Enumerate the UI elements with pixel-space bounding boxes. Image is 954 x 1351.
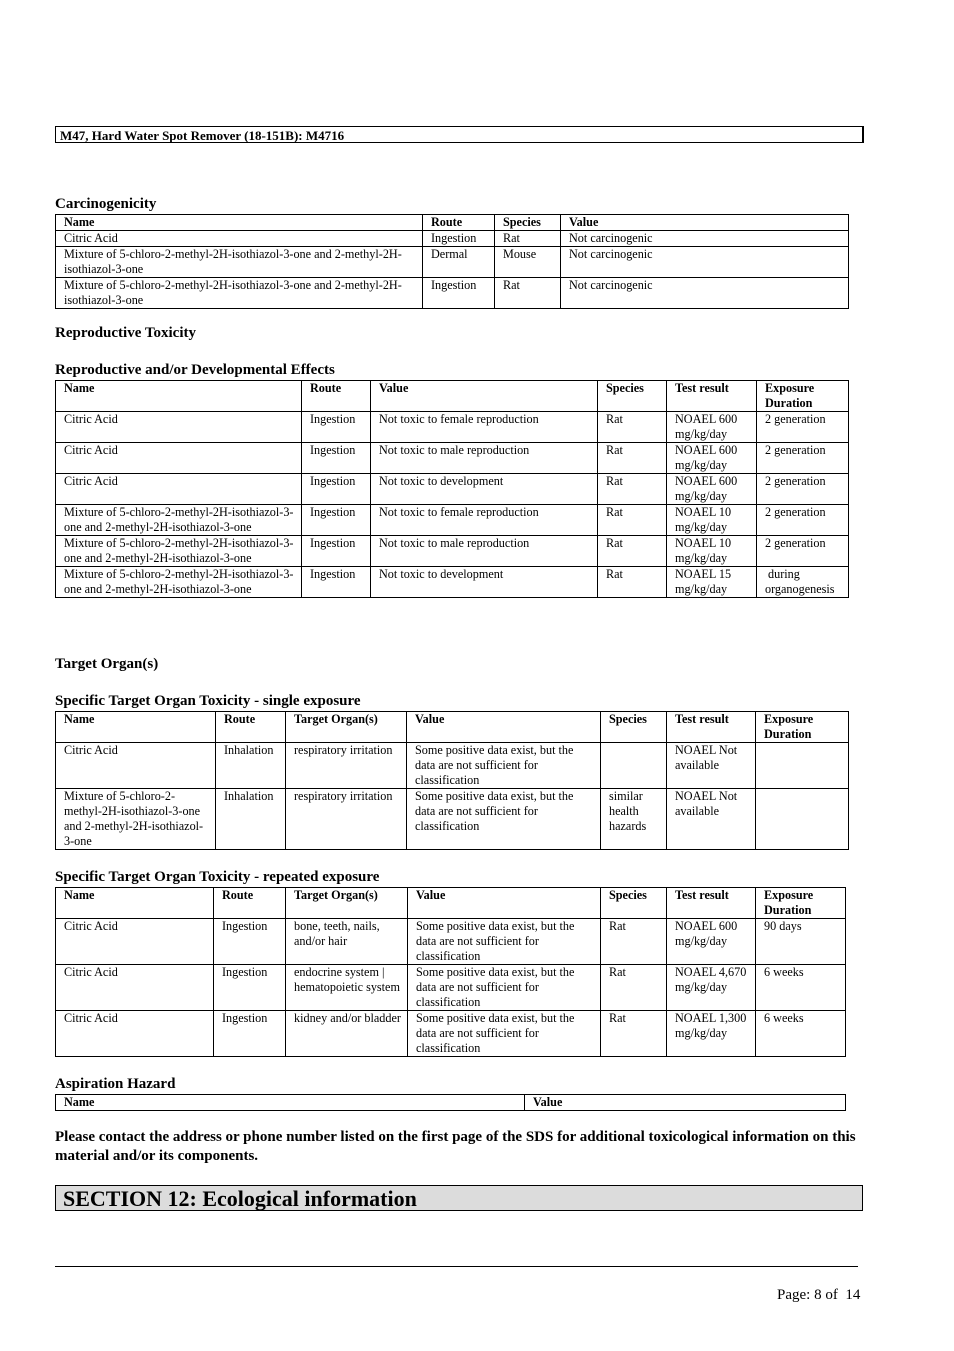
aspiration-hazard-heading: Aspiration Hazard bbox=[55, 1076, 176, 1092]
column-header: Target Organ(s) bbox=[286, 888, 408, 919]
target-organs-heading: Target Organ(s) bbox=[55, 656, 159, 672]
reproductive-effects-table bbox=[55, 380, 849, 598]
table-header-row bbox=[56, 381, 849, 412]
column-header: Value bbox=[561, 215, 849, 231]
column-header: Species bbox=[495, 215, 561, 231]
cell-value: Some positive data exist, but the data are not sufficient for classification bbox=[408, 1011, 601, 1057]
cell-species: Rat bbox=[598, 412, 667, 443]
cell-target-organ: respiratory irritation bbox=[286, 743, 407, 789]
stot-repeated-table bbox=[55, 887, 846, 1057]
cell-test-result: NOAEL 10 mg/kg/day bbox=[667, 536, 757, 567]
cell-test-result: NOAEL 10 mg/kg/day bbox=[667, 505, 757, 536]
cell-route: Ingestion bbox=[302, 505, 371, 536]
column-header: Species bbox=[598, 381, 667, 412]
cell-species: similar health hazards bbox=[601, 789, 667, 850]
cell-value: Not toxic to male reproduction bbox=[371, 536, 598, 567]
cell-value: Not carcinogenic bbox=[561, 231, 849, 247]
table-row bbox=[56, 412, 849, 443]
cell-route: Ingestion bbox=[423, 278, 495, 309]
table-row bbox=[56, 789, 849, 850]
cell-exposure-duration: 2 generation bbox=[757, 474, 849, 505]
cell-target-organ: endocrine system | hematopoietic system bbox=[286, 965, 408, 1011]
cell-route: Inhalation bbox=[216, 789, 286, 850]
column-header: Route bbox=[214, 888, 286, 919]
cell-exposure-duration: during organogenesis bbox=[757, 567, 849, 598]
column-header: Value bbox=[371, 381, 598, 412]
column-header: Value bbox=[525, 1095, 846, 1111]
cell-value: Not toxic to development bbox=[371, 567, 598, 598]
table-header-row bbox=[56, 712, 849, 743]
section-12-header: SECTION 12: Ecological information bbox=[55, 1185, 863, 1211]
additional-info-note: Please contact the address or phone number listed on the first page of the SDS for additional toxicological information on this material and/or its components. bbox=[55, 1129, 856, 1164]
table-row bbox=[56, 965, 846, 1011]
table-row bbox=[56, 919, 846, 965]
table-row bbox=[56, 247, 849, 278]
stot-single-table bbox=[55, 711, 849, 850]
footer-divider bbox=[55, 1266, 858, 1267]
cell-name: Mixture of 5-chloro-2-methyl-2H-isothiazol-3-one and 2-methyl-2H-isothiazol-3-one bbox=[56, 536, 302, 567]
product-header: M47, Hard Water Spot Remover (18-151B): M4716 bbox=[55, 126, 864, 143]
cell-value: Some positive data exist, but the data are not sufficient for classification bbox=[408, 965, 601, 1011]
cell-route: Ingestion bbox=[302, 412, 371, 443]
cell-test-result: NOAEL 600 mg/kg/day bbox=[667, 474, 757, 505]
table-row bbox=[56, 743, 849, 789]
cell-species: Rat bbox=[598, 443, 667, 474]
cell-species: Rat bbox=[601, 919, 667, 965]
table-row bbox=[56, 278, 849, 309]
cell-test-result: NOAEL Not available bbox=[667, 789, 756, 850]
column-header: Exposure Duration bbox=[756, 888, 846, 919]
stot-repeated-heading: Specific Target Organ Toxicity - repeated exposure bbox=[55, 869, 380, 885]
column-header: Test result bbox=[667, 712, 756, 743]
cell-name: Citric Acid bbox=[56, 443, 302, 474]
cell-test-result: NOAEL Not available bbox=[667, 743, 756, 789]
table-row bbox=[56, 474, 849, 505]
table-row bbox=[56, 567, 849, 598]
cell-species: Rat bbox=[495, 231, 561, 247]
column-header: Species bbox=[601, 712, 667, 743]
column-header: Exposure Duration bbox=[756, 712, 849, 743]
cell-name: Citric Acid bbox=[56, 743, 216, 789]
cell-value: Not toxic to female reproduction bbox=[371, 505, 598, 536]
cell-species: Rat bbox=[598, 474, 667, 505]
cell-route: Ingestion bbox=[302, 567, 371, 598]
cell-name: Mixture of 5-chloro-2-methyl-2H-isothiazol-3-one and 2-methyl-2H-isothiazol-3-one bbox=[56, 789, 216, 850]
carcinogenicity-table bbox=[55, 214, 849, 309]
carcinogenicity-heading: Carcinogenicity bbox=[55, 196, 157, 212]
column-header: Name bbox=[56, 888, 214, 919]
column-header: Target Organ(s) bbox=[286, 712, 407, 743]
cell-target-organ: bone, teeth, nails, and/or hair bbox=[286, 919, 408, 965]
cell-value: Not toxic to male reproduction bbox=[371, 443, 598, 474]
cell-route: Inhalation bbox=[216, 743, 286, 789]
column-header: Route bbox=[423, 215, 495, 231]
reproductive-toxicity-heading: Reproductive Toxicity bbox=[55, 325, 196, 341]
cell-name: Citric Acid bbox=[56, 474, 302, 505]
column-header: Route bbox=[216, 712, 286, 743]
cell-name: Citric Acid bbox=[56, 412, 302, 443]
column-header: Test result bbox=[667, 888, 756, 919]
column-header: Name bbox=[56, 381, 302, 412]
cell-exposure-duration: 90 days bbox=[756, 919, 846, 965]
cell-name: Citric Acid bbox=[56, 965, 214, 1011]
cell-route: Ingestion bbox=[214, 919, 286, 965]
aspiration-hazard-table bbox=[55, 1094, 846, 1111]
cell-species: Rat bbox=[598, 505, 667, 536]
reproductive-effects-heading: Reproductive and/or Developmental Effects bbox=[55, 362, 335, 378]
cell-name: Citric Acid bbox=[56, 231, 423, 247]
table-row bbox=[56, 505, 849, 536]
table-header-row bbox=[56, 888, 846, 919]
page-number: Page: 8 of 14 bbox=[777, 1287, 861, 1303]
cell-exposure-duration bbox=[756, 789, 849, 850]
table-row bbox=[56, 536, 849, 567]
table-header-row bbox=[56, 1095, 846, 1111]
cell-exposure-duration bbox=[756, 743, 849, 789]
cell-value: Not toxic to development bbox=[371, 474, 598, 505]
cell-route: Ingestion bbox=[214, 965, 286, 1011]
cell-route: Ingestion bbox=[302, 536, 371, 567]
cell-exposure-duration: 6 weeks bbox=[756, 1011, 846, 1057]
table-row bbox=[56, 443, 849, 474]
cell-name: Mixture of 5-chloro-2-methyl-2H-isothiazol-3-one and 2-methyl-2H-isothiazol-3-one bbox=[56, 278, 423, 309]
cell-value: Not toxic to female reproduction bbox=[371, 412, 598, 443]
cell-test-result: NOAEL 600 mg/kg/day bbox=[667, 412, 757, 443]
cell-species: Rat bbox=[601, 965, 667, 1011]
cell-value: Not carcinogenic bbox=[561, 278, 849, 309]
cell-test-result: NOAEL 4,670 mg/kg/day bbox=[667, 965, 756, 1011]
column-header: Species bbox=[601, 888, 667, 919]
column-header: Route bbox=[302, 381, 371, 412]
cell-species: Rat bbox=[601, 1011, 667, 1057]
cell-name: Citric Acid bbox=[56, 919, 214, 965]
cell-name: Mixture of 5-chloro-2-methyl-2H-isothiazol-3-one and 2-methyl-2H-isothiazol-3-one bbox=[56, 567, 302, 598]
cell-target-organ: kidney and/or bladder bbox=[286, 1011, 408, 1057]
cell-target-organ: respiratory irritation bbox=[286, 789, 407, 850]
column-header: Exposure Duration bbox=[757, 381, 849, 412]
column-header: Value bbox=[407, 712, 601, 743]
cell-species: Rat bbox=[598, 536, 667, 567]
cell-exposure-duration: 2 generation bbox=[757, 412, 849, 443]
cell-route: Ingestion bbox=[423, 231, 495, 247]
cell-exposure-duration: 2 generation bbox=[757, 505, 849, 536]
column-header: Name bbox=[56, 712, 216, 743]
cell-species bbox=[601, 743, 667, 789]
cell-value: Some positive data exist, but the data are not sufficient for classification bbox=[407, 789, 601, 850]
table-row bbox=[56, 1011, 846, 1057]
cell-test-result: NOAEL 600 mg/kg/day bbox=[667, 443, 757, 474]
cell-test-result: NOAEL 15 mg/kg/day bbox=[667, 567, 757, 598]
stot-single-heading: Specific Target Organ Toxicity - single exposure bbox=[55, 693, 361, 709]
column-header: Name bbox=[56, 1095, 525, 1111]
column-header: Value bbox=[408, 888, 601, 919]
cell-species: Mouse bbox=[495, 247, 561, 278]
cell-name: Citric Acid bbox=[56, 1011, 214, 1057]
cell-route: Dermal bbox=[423, 247, 495, 278]
cell-test-result: NOAEL 600 mg/kg/day bbox=[667, 919, 756, 965]
cell-exposure-duration: 2 generation bbox=[757, 443, 849, 474]
table-header-row bbox=[56, 215, 849, 231]
cell-route: Ingestion bbox=[214, 1011, 286, 1057]
cell-test-result: NOAEL 1,300 mg/kg/day bbox=[667, 1011, 756, 1057]
cell-name: Mixture of 5-chloro-2-methyl-2H-isothiazol-3-one and 2-methyl-2H-isothiazol-3-one bbox=[56, 247, 423, 278]
cell-value: Not carcinogenic bbox=[561, 247, 849, 278]
cell-exposure-duration: 6 weeks bbox=[756, 965, 846, 1011]
cell-species: Rat bbox=[495, 278, 561, 309]
cell-route: Ingestion bbox=[302, 443, 371, 474]
cell-value: Some positive data exist, but the data are not sufficient for classification bbox=[408, 919, 601, 965]
cell-species: Rat bbox=[598, 567, 667, 598]
table-row bbox=[56, 231, 849, 247]
column-header: Name bbox=[56, 215, 423, 231]
column-header: Test result bbox=[667, 381, 757, 412]
cell-exposure-duration: 2 generation bbox=[757, 536, 849, 567]
cell-value: Some positive data exist, but the data are not sufficient for classification bbox=[407, 743, 601, 789]
cell-name: Mixture of 5-chloro-2-methyl-2H-isothiazol-3-one and 2-methyl-2H-isothiazol-3-one bbox=[56, 505, 302, 536]
cell-route: Ingestion bbox=[302, 474, 371, 505]
